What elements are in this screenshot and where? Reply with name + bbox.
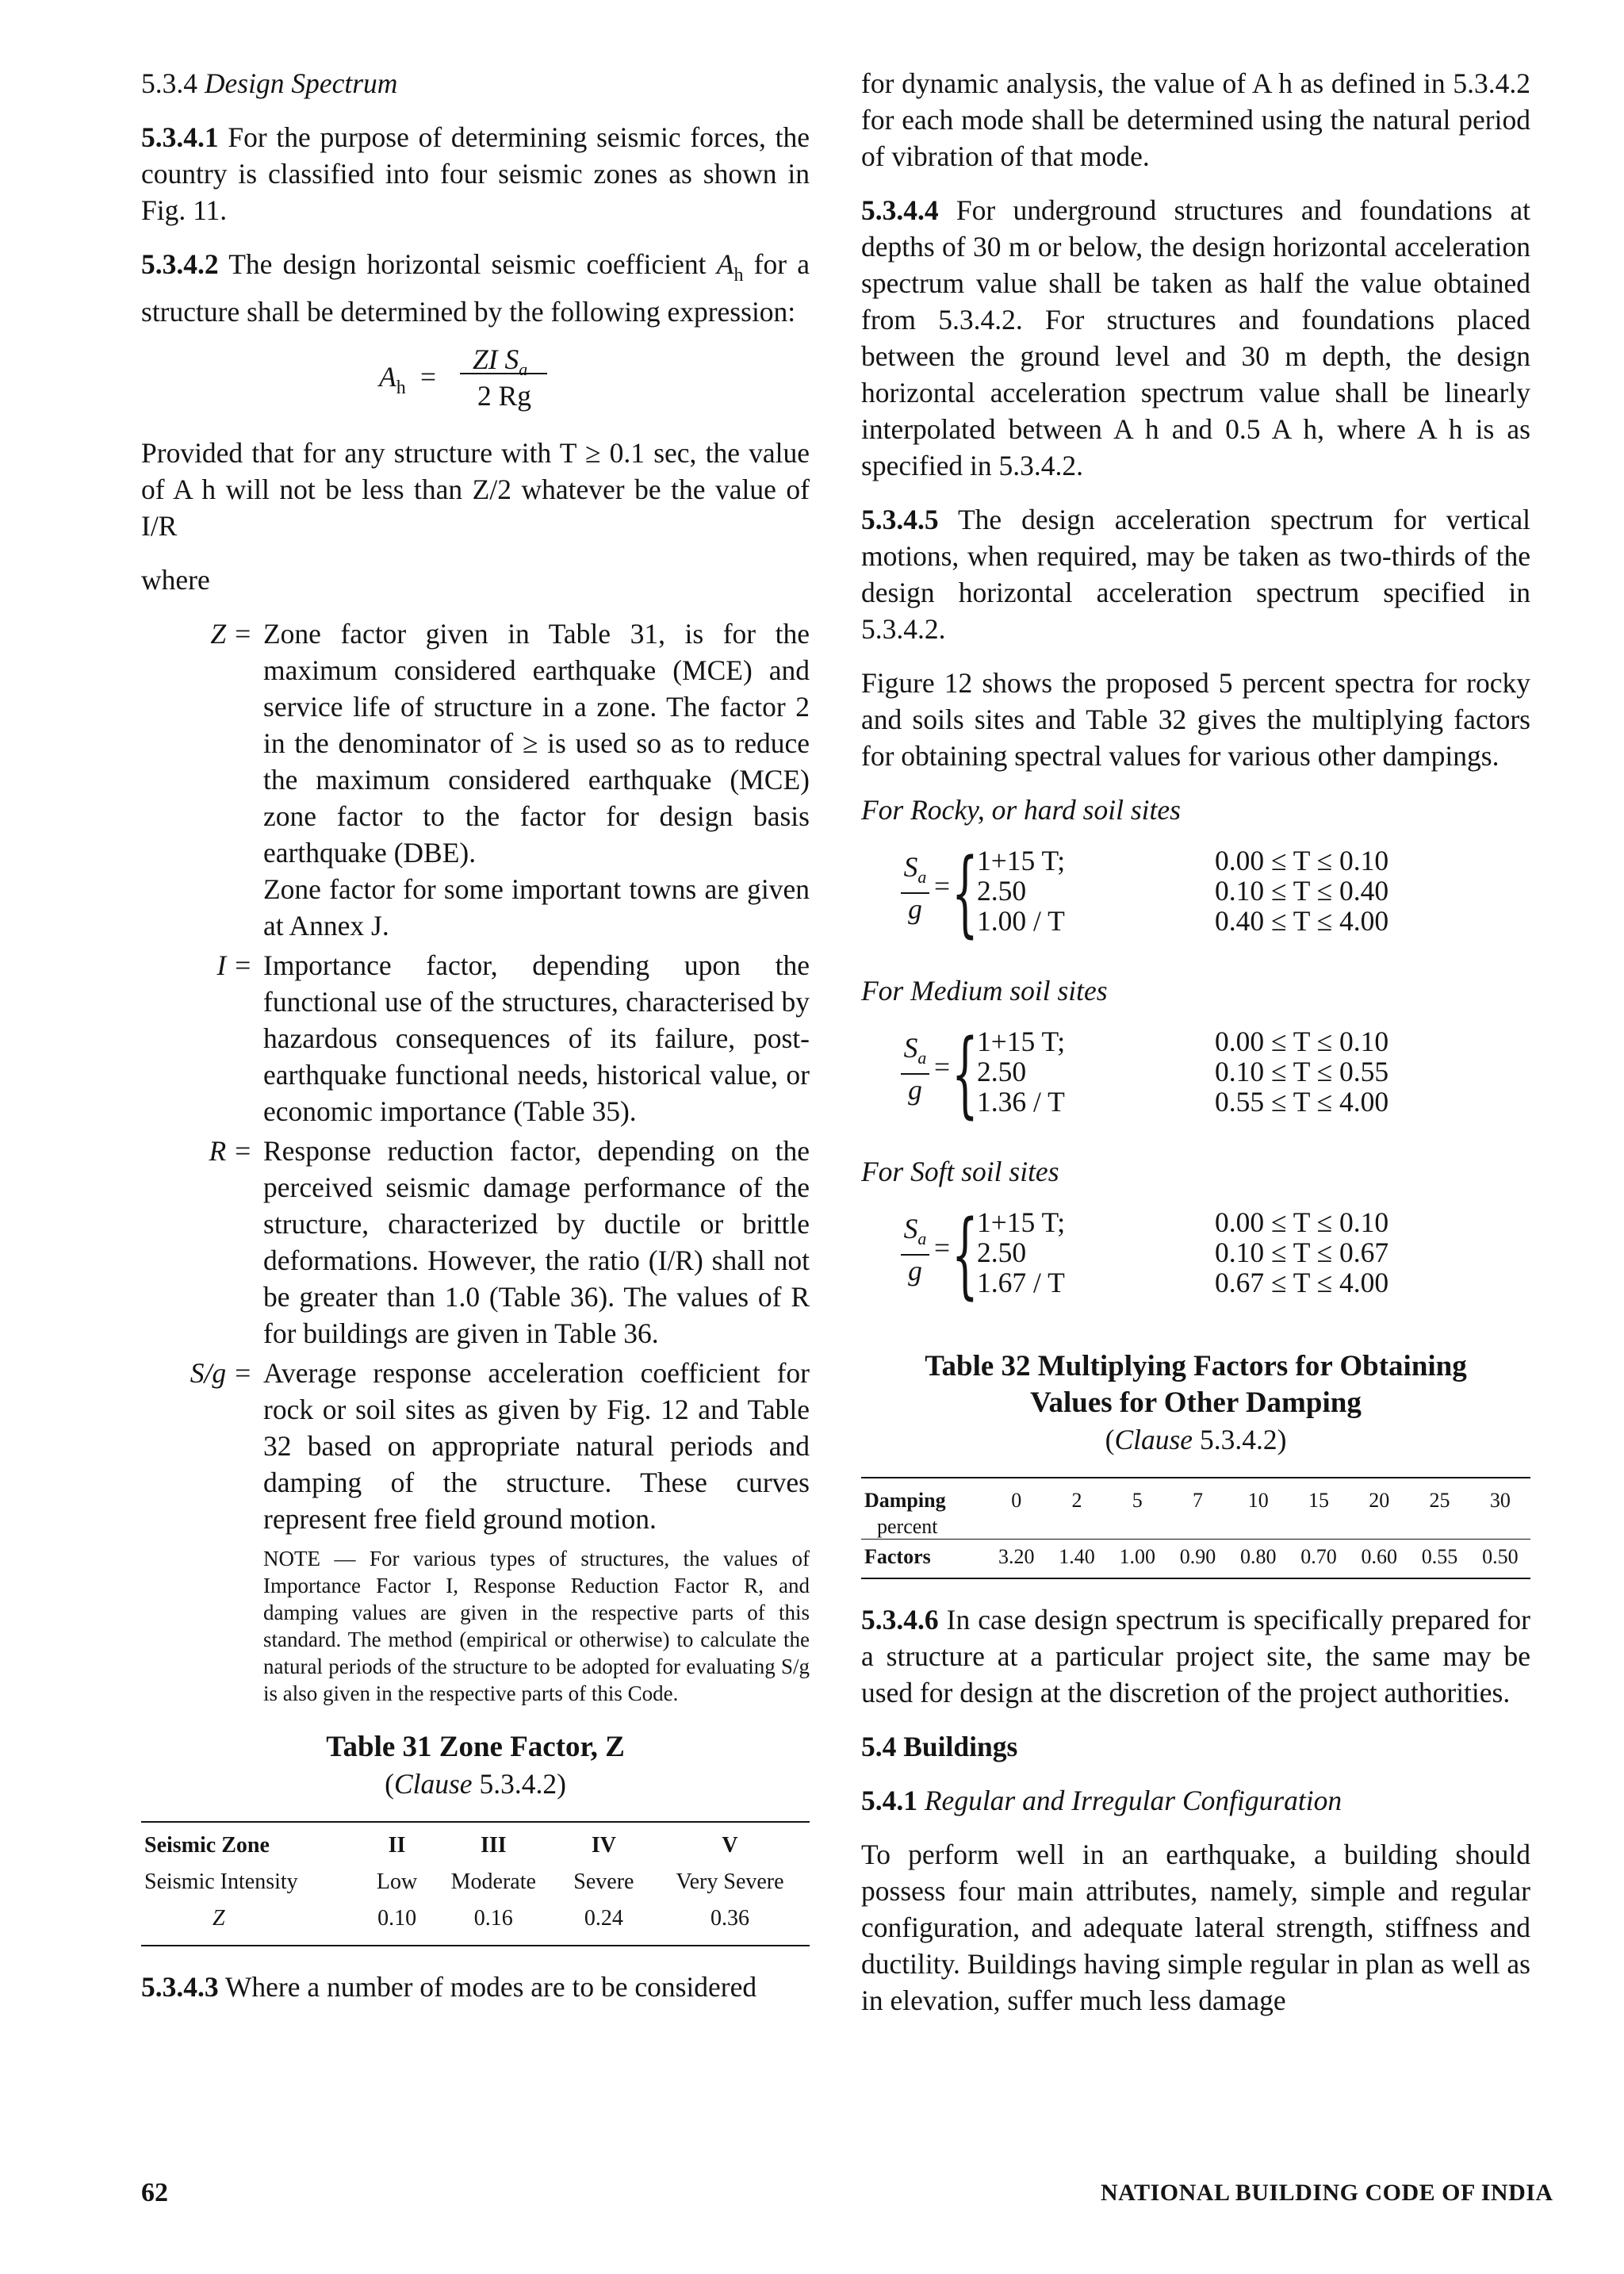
table-header-row: Seismic Zone II III IV V — [144, 1833, 738, 1858]
left-brace: { — [952, 838, 979, 947]
table-32-clause: (Clause 5.3.4.2) — [1105, 1424, 1287, 1455]
table-row-factors: Factors 3.20 1.40 1.00 0.90 0.80 0.70 0.60 0.55 0.50 — [861, 1540, 1530, 1579]
section-5-3-4-3: 5.3.4.3 Where a number of modes are to be considered — [141, 1971, 757, 2003]
section-5-3-4-2: 5.3.4.2 The design horizontal seismic coefficient $A_h$ for a structure shall be determined by the following expression: — [141, 248, 810, 328]
table-31-clause: (Clause 5.3.4.2) — [385, 1768, 566, 1800]
spectrum-soft-title: For Soft soil sites — [861, 1156, 1059, 1187]
where-label: where — [141, 564, 210, 596]
table-row: Z 0.10 0.16 0.24 0.36 — [213, 1906, 750, 1931]
footer-title: NATIONAL BUILDING CODE OF INDIA — [1101, 2180, 1553, 2206]
section-5-3-4-1: 5.3.4.1 For the purpose of determining seismic forces, the country is classified into four seismic zones as shown in Fig. 11. — [141, 121, 810, 226]
spectrum-rocky-equation: $S_a$ g = { 1+15 T; 2.50 1.00 / T 0.00 ≤ T ≤ 0.10 0.10 ≤ T ≤ 0.40 0.40 ≤ T ≤ 4.00 — [861, 846, 1530, 955]
fraction-bar — [460, 373, 547, 374]
section-5-4-1-text: To perform well in an earthquake, a building should possess four main attributes, namely, simple and regular configuration, and adequate lateral strength, stiffness and ductility. Buildings having simple regular in plan as well as in elevation, suffer much less damage — [861, 1839, 1530, 2016]
section-5-3-4-4: 5.3.4.4 For underground structures and foundations at depths of 30 m or below, the design horizontal acceleration spectrum value shall be taken as half the value obtained from 5.3.4.2. For structures and foundations placed between the ground level and 30 m depth, the design horizontal acceleration spectrum value shall be linearly interpolated between A h and 0.5 A h, where A h is as specified in 5.3.4.2. — [861, 194, 1530, 481]
page-number: 62 — [141, 2178, 168, 2207]
table-31-zone-factor — [141, 1821, 810, 1946]
table-31-caption: Table 31 Zone Factor, Z — [326, 1731, 625, 1763]
table-32-caption-line-1: Table 32 Multiplying Factors for Obtaining — [925, 1350, 1467, 1382]
section-5-4-1-heading: 5.4.1 Regular and Irregular Configuration — [861, 1785, 1342, 1816]
spectrum-rocky-title: For Rocky, or hard soil sites — [861, 794, 1181, 826]
definition-i: I = Importance factor, depending upon the functional use of the structures, characterised by hazardous consequences of its failure, post-earthquake functional needs, historical value, or economic importance (Table 35). — [216, 949, 810, 1127]
table-row: Seismic Intensity Low Moderate Severe Very Severe — [144, 1869, 784, 1894]
continued-text: for dynamic analysis, the value of A h as defined in 5.3.4.2 for each mode shall be determined using the natural period of vibration of that mode. — [861, 67, 1530, 172]
definition-r: R = Response reduction factor, depending on the perceived seismic damage performance of the structure, characterized by ductile or brittle deformations. However, the ratio (I/R) shall not be greater than 1.0 (Table 36). The values of R for buildings are given in Table 36. — [209, 1135, 810, 1349]
section-5-3-4-heading: 5.3.4 Design Spectrum — [141, 67, 398, 99]
spectrum-medium-equation: $S_a$ g = { 1+15 T; 2.50 1.36 / T 0.00 ≤ T ≤ 0.10 0.10 ≤ T ≤ 0.55 0.55 ≤ T ≤ 4.00 — [861, 1026, 1530, 1136]
right-column — [861, 65, 1530, 2019]
section-5-3-4-5: 5.3.4.5 The design acceleration spectrum for vertical motions, when required, may be taken as two-thirds of the design horizontal acceleration spectrum specified in 5.3.4.2. — [861, 504, 1531, 645]
definition-z: Z = Zone factor given in Table 31, is for the maximum considered earthquake (MCE) and service life of structure in a zone. The factor 2 in the denominator of ≥ is used so as to reduce the maximum considered earthquake (MCE) zone factor to the factor for design basis earthquake (DBE). Zone factor for some important towns are given at Annex J. — [210, 618, 810, 941]
table-32-caption-line-2: Values for Other Damping — [1030, 1386, 1362, 1419]
seismic-coefficient-formula: $A_h$ = ZI $S_a$ 2 Rg — [141, 341, 810, 417]
note: NOTE — For various types of structures, the values of Importance Factor I, Response Reduction Factor R, and damping values are given in the respective parts of this standard. The method (empirical or otherwise) to calculate the natural periods of the structure to be adopted for evaluating S/g is also given in the respective parts of this Code. — [263, 1547, 810, 1705]
spectrum-medium-title: For Medium soil sites — [861, 975, 1108, 1007]
left-brace: { — [952, 1018, 979, 1128]
figure-12-text: Figure 12 shows the proposed 5 percent spectra for rocky and soils sites and Table 32 gives the multiplying factors for obtaining spectral values for various other dampings. — [861, 667, 1530, 772]
definition-sa-g: S/g = Average response acceleration coefficient for rock or soil sites as given by Fig. 12 and Table 32 based on appropriate natural periods and damping of the structure. These curves represent free field ground motion. — [190, 1357, 810, 1535]
section-5-4-heading: 5.4 Buildings — [861, 1731, 1018, 1762]
table-row-damping: Damping percent 0 2 5 7 10 15 20 25 30 — [864, 1489, 1511, 1538]
spectrum-soft-equation: $S_a$ g = { 1+15 T; 2.50 1.67 / T 0.00 ≤ T ≤ 0.10 0.10 ≤ T ≤ 0.67 0.67 ≤ T ≤ 4.00 — [861, 1207, 1530, 1317]
left-brace: { — [952, 1199, 979, 1309]
section-5-3-4-6: 5.3.4.6 In case design spectrum is specifically prepared for a structure at a particular project site, the same may be used for design at the discretion of the project authorities. — [861, 1604, 1530, 1708]
left-column — [141, 65, 810, 2005]
provided-text: Provided that for any structure with T ≥ 0.1 sec, the value of A h will not be less than Z/2 whatever be the value of I/R — [141, 437, 810, 542]
table-32-damping-factors — [861, 1477, 1530, 1579]
